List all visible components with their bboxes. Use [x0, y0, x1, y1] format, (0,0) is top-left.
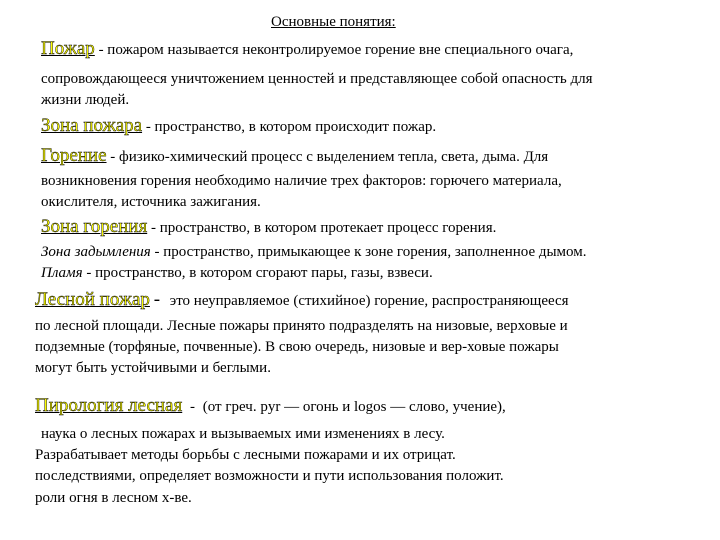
- definition-lesnoy-pozhar: [35, 291, 569, 310]
- definition-text: подземные (торфяные, почвенные). В свою очередь, низовые и вер-ховые пожары: [35, 339, 559, 355]
- definition-text: жизни людей.: [41, 92, 130, 108]
- term-pozhar: Пожар: [41, 38, 95, 59]
- definition-zona-zadymlenia: [41, 243, 587, 261]
- dash: -: [153, 289, 161, 310]
- page-title: Основные понятия:: [271, 14, 396, 30]
- dash: -: [110, 149, 116, 165]
- definition-text: - пространство, примыкающее к зоне горения, заполненное дымом.: [150, 244, 587, 260]
- definition-gorenie: [41, 147, 548, 166]
- definition-text: могут быть устойчивыми и беглыми.: [35, 360, 271, 376]
- definition-text: роли огня в лесном х-ве.: [35, 490, 192, 506]
- definition-text: последствиями, определяет возможности и пути использования положит.: [35, 468, 504, 484]
- definition-text: сопровождающееся уничтожением ценностей и представляющее собой опасность для: [41, 71, 593, 87]
- term-lesnoy-pozhar: Лесной пожар: [35, 289, 150, 310]
- definition-text: это неуправляемое (стихийное) горение, распространяющееся: [169, 293, 569, 309]
- term-plamya: Пламя: [41, 265, 83, 281]
- definition-text: по лесной площади. Лесные пожары принято подразделять на низовые, верховые и: [35, 318, 568, 334]
- term-zona-gorenia: Зона горения: [41, 216, 148, 237]
- definition-zona-gorenia: [41, 218, 496, 237]
- definition-text: - пространство, в котором происходит пожар.: [145, 119, 437, 135]
- term-pirologia: Пирология лесная: [35, 395, 183, 416]
- definition-text: физико-химический процесс с выделением тепла, света, дыма. Для: [119, 149, 549, 165]
- definition-text: Разрабатывает методы борьбы с лесными пожарами и их отрицат.: [35, 447, 456, 463]
- term-gorenie: Горение: [41, 145, 107, 166]
- definition-pirologia: [35, 397, 506, 416]
- term-zona-pozhara: Зона пожара: [41, 115, 143, 136]
- term-zona-zadymlenia: Зона задымления: [41, 244, 151, 260]
- definition-plamya: [41, 264, 433, 282]
- definition-pozhar: [41, 40, 573, 59]
- definition-text: - пространство, в котором сгорают пары, газы, взвеси.: [82, 265, 433, 281]
- definition-text: (от греч. pyr — огонь и logos — слово, учение),: [202, 399, 506, 415]
- definition-zona-pozhara: [41, 117, 436, 136]
- definition-text: - пространство, в котором протекает процесс горения.: [150, 220, 497, 236]
- definition-text: наука о лесных пожарах и вызываемых ими изменениях в лесу.: [41, 426, 445, 442]
- dash: -: [189, 399, 195, 415]
- definition-text: окислителя, источника зажигания.: [41, 194, 261, 210]
- definition-text: - пожаром называется неконтролируемое горение вне специального очага,: [98, 42, 574, 58]
- definition-text: возникновения горения необходимо наличие трех факторов: горючего материала,: [41, 173, 562, 189]
